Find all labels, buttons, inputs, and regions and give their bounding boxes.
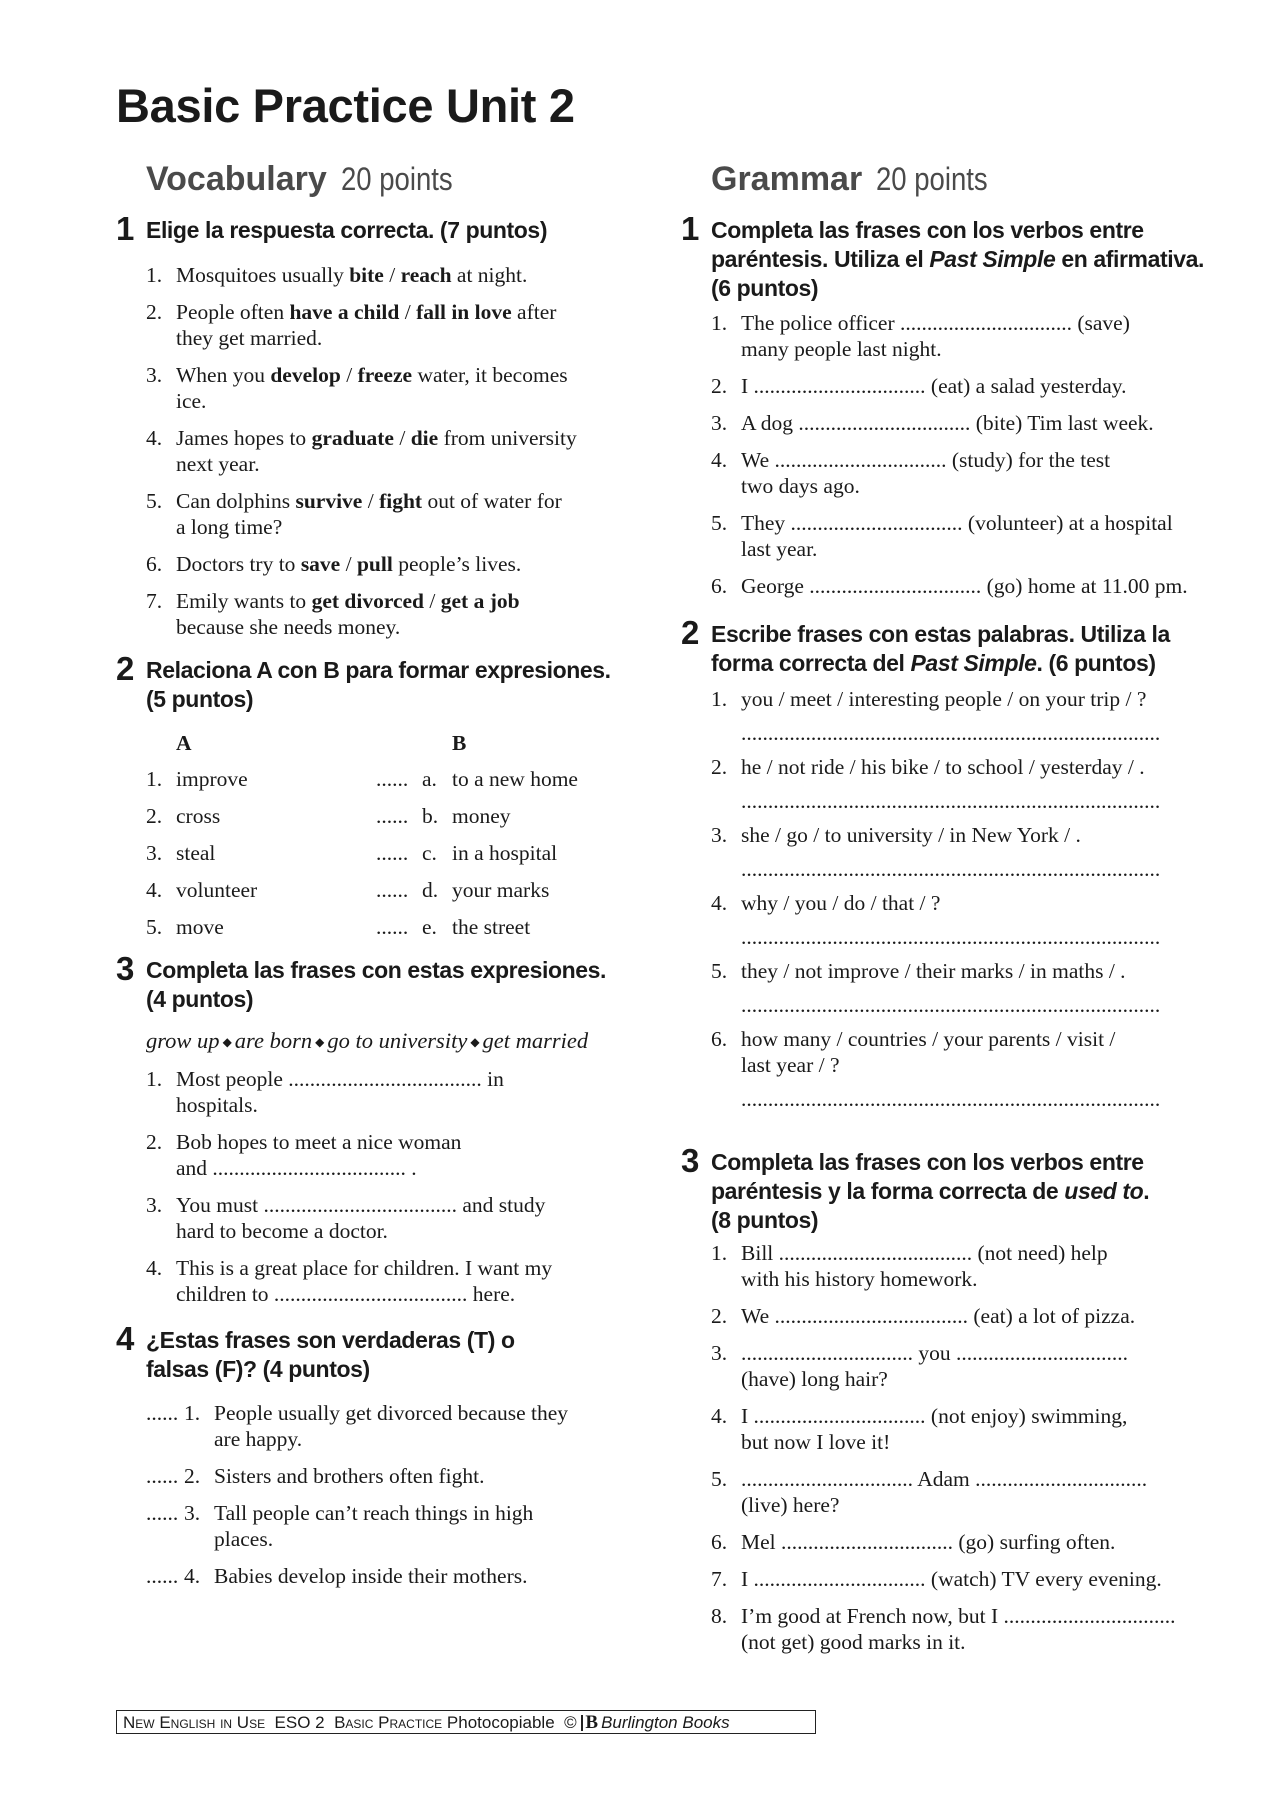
choice-option: pull [356,552,393,576]
item-text: / [399,300,417,324]
item-text: are happy. [214,1427,303,1451]
vocabulary-heading [146,160,471,199]
list-item [146,1463,568,1489]
item-text: I ................................ (eat) a salad yesterday. [741,374,1127,398]
item-number: 4. [146,426,163,450]
grammar-title: Grammar [711,160,863,198]
answer-blank: ...... [376,841,409,865]
choice-option: develop [270,363,341,387]
answer-blank: ...... [376,804,409,828]
list-item [711,958,1160,1018]
answer-line: .............................................................................. [741,789,1161,813]
item-text: / [393,426,411,450]
list-item [146,1192,552,1244]
exercise-number: 3 [681,1142,700,1179]
answer-line: .............................................................................. [741,857,1161,881]
word-bank-item: are born [234,1028,313,1053]
list-item [711,890,1160,950]
choice-option: get a job [440,589,520,613]
item-number: 3. [184,1501,201,1525]
item-text: Mosquitoes usually [176,263,350,287]
instruction-line: . [1143,1178,1150,1204]
list-item [146,488,577,540]
item-text: The police officer ................................ (save) [741,311,1130,335]
match-a-item: volunteer [176,878,258,902]
list-item [146,551,577,577]
bullet-separator: ◆ [219,1035,235,1049]
list-item [711,1466,1176,1518]
exercise-number: 4 [116,1320,135,1357]
item-text: they / not improve / their marks / in maths / . [741,959,1126,983]
item-text: ................................ you ................................ [741,1341,1128,1365]
item-text: two days ago. [741,474,860,498]
footer-level: ESO 2 [274,1713,325,1732]
answer-blank: ...... [146,1564,179,1588]
instruction-line: Completa las frases con los verbos entre [711,1149,1144,1175]
item-text: many people last night. [741,337,942,361]
item-text: (not get) good marks in it. [741,1630,966,1654]
word-bank-item: get married [482,1028,589,1053]
item-number: 2. [146,1130,163,1154]
item-text: People often [176,300,290,324]
item-number: 7. [711,1567,728,1591]
choice-option: fall in love [416,300,512,324]
match-col-b-header: B [452,731,467,755]
list-item [711,410,1188,436]
item-text: Sisters and brothers often fight. [214,1464,485,1488]
item-number: 3. [146,841,163,865]
item-text: out of water for [422,489,562,513]
answer-blank: ...... [376,915,409,939]
word-bank [146,1028,588,1055]
footer-publisher: Burlington Books [601,1713,730,1732]
instruction-line: Relaciona A con B para formar expresiones. [146,657,611,683]
item-number: 2. [146,300,163,324]
match-b-item: money [452,804,511,828]
choice-option: reach [400,263,452,287]
choice-option: fight [379,489,423,513]
match-a-item: cross [176,804,221,828]
list-item [711,1403,1176,1455]
item-text: Bill .................................... (not need) help [741,1241,1108,1265]
match-a-item: move [176,915,224,939]
list-item [146,362,577,414]
item-text: Mel ................................ (go) surfing often. [741,1530,1116,1554]
choice-option: freeze [357,363,413,387]
item-number: 3. [146,363,163,387]
choice-option: bite [349,263,384,287]
vocabulary-points: 20 points [340,161,453,197]
item-number: 7. [146,589,163,613]
item-text: next year. [176,452,260,476]
grammar-points: 20 points [876,161,988,197]
burlington-logo: B [581,1715,598,1731]
item-text: people’s lives. [392,552,522,576]
list-item [711,1340,1176,1392]
item-text: ice. [176,389,207,413]
bullet-separator: ◆ [467,1035,483,1049]
item-text: last year / ? [741,1053,840,1077]
exercise-instruction [711,1148,1149,1235]
list-item [146,262,577,288]
item-text: Most people .................................... in [176,1067,504,1091]
answer-line: .............................................................................. [741,993,1161,1017]
footer-copyright: © [564,1713,577,1732]
item-number: 1. [146,263,163,287]
match-letter: b. [422,804,439,828]
match-letter: a. [422,767,437,791]
item-text: / [340,552,357,576]
instruction-line: (5 puntos) [146,686,254,712]
instruction-italic: Past Simple [910,650,1037,676]
vocabulary-exercise-1-items [146,262,577,651]
item-text: a long time? [176,515,283,539]
instruction-line: ¿Estas frases son verdaderas (T) o [146,1327,515,1353]
exercise-number: 1 [116,210,135,247]
exercise-instruction [146,1326,515,1384]
choice-option: have a child [289,300,400,324]
item-number: 2. [184,1464,201,1488]
item-number: 1. [711,1241,728,1265]
item-text: with his history homework. [741,1267,978,1291]
item-number: 3. [711,411,728,435]
match-letter: d. [422,878,439,902]
item-number: 4. [711,448,728,472]
item-text: I ................................ (not enjoy) swimming, [741,1404,1128,1428]
instruction-line: en afirmativa. [1055,246,1205,272]
word-bank-item: go to university [327,1028,468,1053]
footer [116,1710,816,1734]
list-item [711,1529,1176,1555]
item-number: 2. [146,804,163,828]
item-text: Babies develop inside their mothers. [214,1564,528,1588]
grammar-exercise-1-items [711,310,1188,610]
item-text: last year. [741,537,818,561]
answer-blank: ...... [146,1401,179,1425]
item-text: how many / countries / your parents / visit / [741,1027,1116,1051]
item-text: hospitals. [176,1093,258,1117]
match-letter: e. [422,915,437,939]
item-number: 3. [711,1341,728,1365]
list-item [711,373,1188,399]
answer-line: .............................................................................. [741,1087,1161,1111]
answer-blank: ...... [146,1464,179,1488]
list-item [146,1563,568,1589]
item-number: 5. [146,915,163,939]
item-number: 2. [711,374,728,398]
item-text: George ................................ (go) home at 11.00 pm. [741,574,1188,598]
grammar-exercise-2-items [711,686,1160,1120]
item-number: 3. [711,823,728,847]
item-text: People usually get divorced because they [214,1401,569,1425]
item-number: 5. [711,1467,728,1491]
footer-photocopiable: Photocopiable [446,1713,555,1732]
list-item [711,1303,1176,1329]
match-b-item: the street [452,915,531,939]
list-item [146,1129,552,1181]
instruction-line: (4 puntos) [146,986,254,1012]
item-number: 5. [711,959,728,983]
exercise-number: 2 [681,614,700,651]
item-number: 4. [711,1404,728,1428]
match-b-item: your marks [452,878,550,902]
grammar-heading [711,160,1006,199]
footer-series: New English in Use [123,1713,266,1732]
match-b-item: in a hospital [452,841,558,865]
item-text: / [340,363,358,387]
list-item [711,310,1188,362]
list-item [711,1240,1176,1292]
item-text: after [511,300,557,324]
list-item [146,1500,568,1552]
item-number: 2. [711,1304,728,1328]
item-number: 2. [711,755,728,779]
grammar-exercise-3-items [711,1240,1176,1666]
match-a-item: improve [176,767,248,791]
list-item [146,425,577,477]
item-number: 1. [146,1067,163,1091]
instruction-line: Escribe frases con estas palabras. Utiliza la [711,621,1170,647]
match-letter: c. [422,841,437,865]
item-text: I’m good at French now, but I ................................ [741,1604,1176,1628]
item-number: 1. [184,1401,201,1425]
instruction-line: paréntesis. Utiliza el [711,246,930,272]
exercise-instruction [711,216,1204,303]
item-text: This is a great place for children. I want my [176,1256,553,1280]
answer-line: .............................................................................. [741,721,1161,745]
list-item [711,1566,1176,1592]
item-number: 4. [146,1256,163,1280]
instruction-line: Completa las frases con estas expresiones. [146,957,607,983]
item-text: Bob hopes to meet a nice woman [176,1130,462,1154]
item-text: ................................ Adam ................................ [741,1467,1148,1491]
list-item [711,1603,1176,1655]
instruction-line: Completa las frases con los verbos entre [711,217,1144,243]
match-col-a-header: A [176,731,192,755]
item-number: 4. [146,878,163,902]
item-text: You must .................................... and study [176,1193,546,1217]
exercise-instruction: Elige la respuesta correcta. (7 puntos) [146,217,548,243]
list-item [711,1026,1160,1112]
choice-option: die [410,426,439,450]
instruction-line: falsas (F)? (4 puntos) [146,1356,370,1382]
item-number: 6. [146,552,163,576]
answer-blank: ...... [146,1501,179,1525]
answer-blank: ...... [376,767,409,791]
page-title: Basic Practice Unit 2 [116,79,575,132]
item-text: A dog ................................ (bite) Tim last week. [741,411,1154,435]
vocabulary-exercise-3-items [146,1066,552,1318]
footer-book: Basic Practice [334,1713,443,1732]
item-text: James hopes to [176,426,312,450]
match-a-item: steal [176,841,216,865]
list-item [711,754,1160,814]
item-text: you / meet / interesting people / on your trip / ? [741,687,1147,711]
item-text: children to .................................... here. [176,1282,516,1306]
exercise-number: 1 [681,210,700,247]
item-number: 3. [146,1193,163,1217]
list-item [146,1400,568,1452]
item-text: They ................................ (volunteer) at a hospital [741,511,1173,535]
item-text: (have) long hair? [741,1367,888,1391]
item-text: I ................................ (watch) TV every evening. [741,1567,1162,1591]
instruction-italic: Past Simple [929,246,1056,272]
item-number: 4. [711,891,728,915]
bullet-separator: ◆ [312,1035,328,1049]
exercise-instruction [146,956,606,1014]
answer-blank: ...... [376,878,409,902]
instruction-line: . (6 puntos) [1036,650,1156,676]
vocabulary-exercise-4-items [146,1400,568,1600]
item-text: but now I love it! [741,1430,891,1454]
instruction-line: paréntesis y la forma correcta de [711,1178,1065,1204]
item-text: Can dolphins [176,489,296,513]
item-text: he / not ride / his bike / to school / yesterday / . [741,755,1145,779]
exercise-number: 3 [116,950,135,987]
item-text: We ................................ (study) for the test [741,448,1111,472]
choice-option: survive [295,489,363,513]
item-text: why / you / do / that / ? [741,891,941,915]
item-number: 8. [711,1604,728,1628]
item-text: / [424,589,441,613]
exercise-instruction [711,620,1170,678]
exercise-instruction [146,656,611,714]
item-text: places. [214,1527,274,1551]
list-item [711,822,1160,882]
item-text: she / go / to university / in New York / . [741,823,1081,847]
list-item [146,588,577,640]
list-item [146,1066,552,1118]
item-text: water, it becomes [412,363,568,387]
item-text: because she needs money. [176,615,401,639]
instruction-line: forma correcta del [711,650,911,676]
item-number: 1. [711,687,728,711]
item-text: they get married. [176,326,323,350]
item-text: / [383,263,401,287]
list-item [711,447,1188,499]
list-item [711,686,1160,746]
item-text: Emily wants to [176,589,312,613]
item-text: hard to become a doctor. [176,1219,388,1243]
item-text: We .................................... (eat) a lot of pizza. [741,1304,1136,1328]
list-item [146,1255,552,1307]
word-bank-item: grow up [146,1028,220,1053]
item-number: 1. [146,767,163,791]
list-item [711,573,1188,599]
instruction-line: (6 puntos) [711,275,819,301]
item-text: Tall people can’t reach things in high [214,1501,534,1525]
item-number: 5. [146,489,163,513]
item-number: 1. [711,311,728,335]
choice-option: save [300,552,341,576]
instruction-italic: used to [1064,1178,1144,1204]
vocabulary-title: Vocabulary [146,160,327,198]
item-number: 5. [711,511,728,535]
answer-line: .............................................................................. [741,925,1161,949]
choice-option: get divorced [311,589,425,613]
item-number: 6. [711,1530,728,1554]
item-text: from university [438,426,577,450]
item-number: 6. [711,574,728,598]
list-item [711,510,1188,562]
item-number: 6. [711,1027,728,1051]
item-text: / [362,489,380,513]
item-text: at night. [451,263,528,287]
item-text: When you [176,363,271,387]
exercise-number: 2 [116,650,135,687]
item-text: (live) here? [741,1493,840,1517]
item-number: 4. [184,1564,201,1588]
list-item [146,299,577,351]
instruction-line: (8 puntos) [711,1207,819,1233]
match-b-item: to a new home [452,767,578,791]
choice-option: graduate [311,426,394,450]
item-text: and .................................... . [176,1156,417,1180]
item-text: Doctors try to [176,552,301,576]
